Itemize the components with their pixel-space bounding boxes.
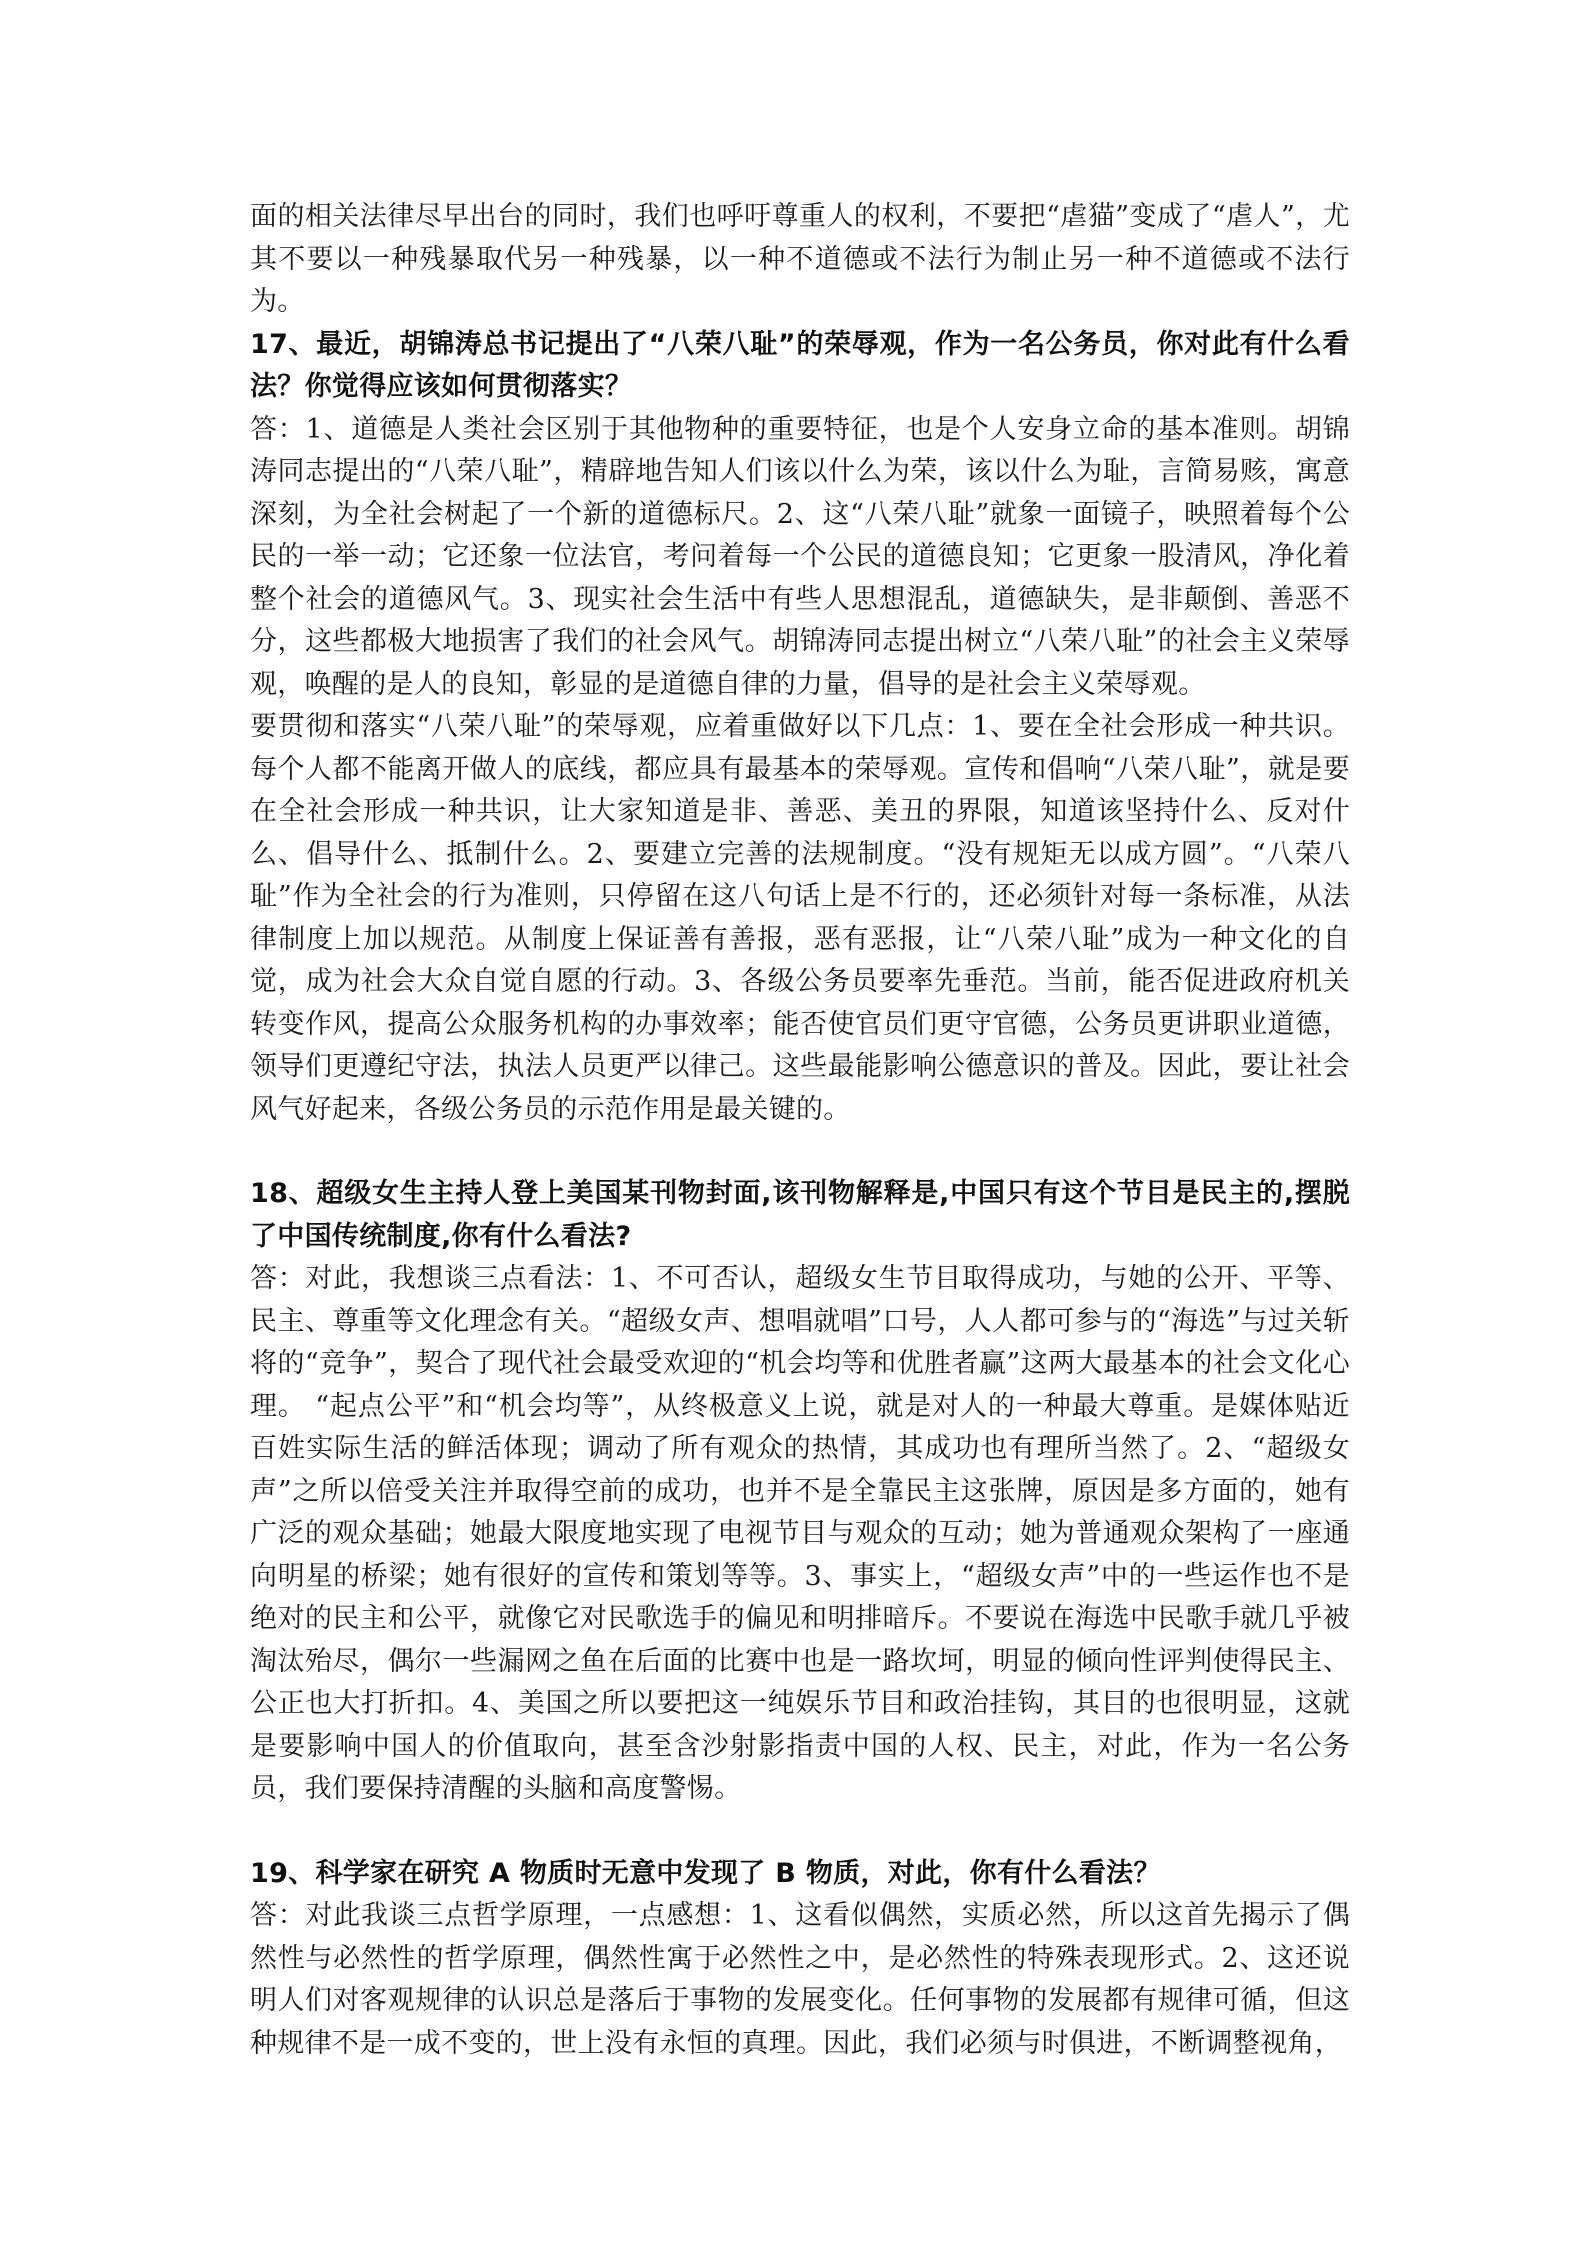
question-19-heading: 19、科学家在研究 A 物质时无意中发现了 B 物质，对此，你有什么看法？ xyxy=(250,1857,1161,1889)
document-page xyxy=(250,196,1350,2065)
answer-17-part-2: 要贯彻和落实“八荣八耻”的荣辱观，应着重做好以下几点：1、要在全社会形成一种共识。每个人都不能离开做人的底线，都应具有最基本的荣辱观。宣传和倡响“八荣八耻”，就是要在全社会形成一种共识，让大家知道是非、善恶、美丑的界限，知道该坚持什么、反对什么、倡导什么、抵制什么。2、要建立完善的法规制度。“没有规矩无以成方圆”。“八荣八耻”作为全社会的行为准则，只停留在这八句话上是不行的，还必须针对每一条标准，从法律制度上加以规范。从制度上保证善有善报，恶有恶报，让“八荣八耻”成为一种文化的自觉，成为社会大众自觉自愿的行动。3、各级公务员要率先垂范。当前，能否促进政府机关转变作风，提高公众服务机构的办事效率；能否使官员们更守官德，公务员更讲职业道德，领导们更遵纪守法，执法人员更严以律己。这些最能影响公德意识的普及。因此，要让社会风气好起来，各级公务员的示范作用是最关键的。 xyxy=(250,711,1350,1125)
question-18-heading: 18、超级女生主持人登上美国某刊物封面,该刊物解释是,中国只有这个节目是民主的,摆脱了中国传统制度,你有什么看法? xyxy=(250,1178,1350,1252)
answer-18: 答：对此，我想谈三点看法：1、不可否认，超级女生节目取得成功，与她的公开、平等、民主、尊重等文化理念有关。“超级女声、想唱就唱”口号，人人都可参与的“海选”与过关斩将的“竞争”，契合了现代社会最受欢迎的“机会均等和优胜者赢”这两大最基本的社会文化心理。 “起点公平”和“机会均等”，从终极意义上说，就是对人的一种最大尊重。是媒体贴近百姓实际生活的鲜活体现；调动了所有观众的热情，其成功也有理所当然了。2、“超级女声”之所以倍受关注并取得空前的成功，也并不是全靠民主这张牌，原因是多方面的，她有广泛的观众基础；她最大限度地实现了电视节目与观众的互动；她为普通观众架构了一座通向明星的桥梁；她有很好的宣传和策划等等。3、事实上，“超级女声”中的一些运作也不是绝对的民主和公平，就像它对民歌选手的偏见和明排暗斥。不要说在海选中民歌手就几乎被淘汰殆尽，偶尔一些漏网之鱼在后面的比赛中也是一路坎坷，明显的倾向性评判使得民主、公正也大打折扣。4、美国之所以要把这一纯娱乐节目和政治挂钩，其目的也很明显，这就是要影响中国人的价值取向，甚至含沙射影指责中国的人权、民主，对此，作为一名公务员，我们要保持清醒的头脑和高度警惕。 xyxy=(250,1263,1350,1804)
question-17-heading: 17、最近，胡锦涛总书记提出了“八荣八耻”的荣辱观，作为一名公务员，你对此有什么看法？你觉得应该如何贯彻落实？ xyxy=(250,328,1350,402)
answer-19: 答：对此我谈三点哲学原理，一点感想：1、这看似偶然，实质必然，所以这首先揭示了偶然性与必然性的哲学原理，偶然性寓于必然性之中，是必然性的特殊表现形式。2、这还说明人们对客观规律的认识总是落后于事物的发展变化。任何事物的发展都有规律可循，但这种规律不是一成不变的，世上没有永恒的真理。因此，我们必须与时俱进，不断调整视角， xyxy=(250,1900,1350,2059)
intro-paragraph: 面的相关法律尽早出台的同时，我们也呼吁尊重人的权利，不要把“虐猫”变成了“虐人”，尤其不要以一种残暴取代另一种残暴，以一种不道德或不法行为制止另一种不道德或不法行为。 xyxy=(250,201,1350,317)
answer-17-part-1: 答：1、道德是人类社会区别于其他物种的重要特征，也是个人安身立命的基本准则。胡锦涛同志提出的“八荣八耻”，精辟地告知人们该以什么为荣，该以什么为耻，言简易赅，寓意深刻，为全社会树起了一个新的道德标尺。2、这“八荣八耻”就象一面镜子，映照着每个公民的一举一动；它还象一位法官，考问着每一个公民的道德良知；它更象一股清风，净化着整个社会的道德风气。3、现实社会生活中有些人思想混乱，道德缺失，是非颠倒、善恶不分，这些都极大地损害了我们的社会风气。胡锦涛同志提出树立“八荣八耻”的社会主义荣辱观，唤醒的是人的良知，彰显的是道德自律的力量，倡导的是社会主义荣辱观。 xyxy=(250,413,1350,700)
